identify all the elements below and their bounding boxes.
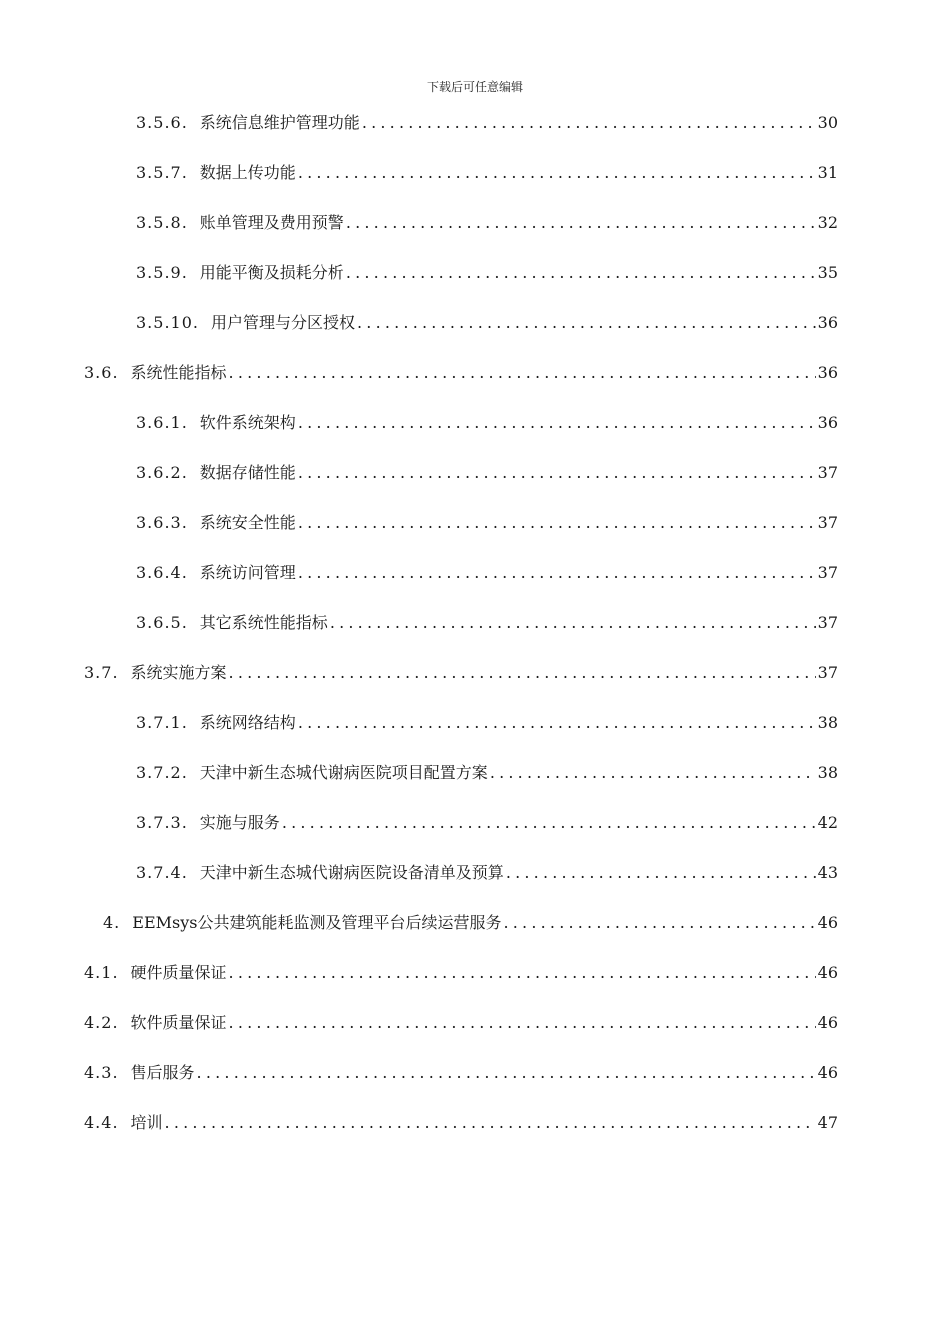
toc-leader-dots [229,1012,816,1034]
toc-entry[interactable] [136,754,838,784]
toc-entry-page: 36 [817,313,838,332]
toc-entry-number: 3.7.1. [136,713,188,732]
toc-leader-dots [282,812,816,834]
toc-entry-title: 其它系统性能指标 [199,613,328,632]
toc-entry-number: 3.5.6. [136,113,188,132]
toc-entry-page: 46 [817,1063,838,1082]
toc-entry-title: 培训 [130,1113,163,1132]
toc-leader-dots [490,762,816,784]
toc-entry-title: 用户管理与分区授权 [210,313,355,332]
toc-entry-title: 系统信息维护管理功能 [199,113,360,132]
toc-entry[interactable] [84,954,838,984]
toc-entry-title: 系统访问管理 [199,563,296,582]
toc-entry-number: 3.6. [84,363,119,382]
toc-entry-page: 43 [817,863,838,882]
toc-entry-page: 38 [817,713,838,732]
toc-entry-number: 3.6.2. [136,463,188,482]
toc-entry-number: 3.5.10. [136,313,199,332]
toc-leader-dots [298,462,816,484]
toc-entry-page: 37 [817,613,838,632]
toc-entry-number: 3.6.5. [136,613,188,632]
toc-leader-dots [346,212,816,234]
toc-entry[interactable] [84,1054,838,1084]
toc-entry[interactable] [136,854,838,884]
toc-entry-title: 数据上传功能 [199,163,296,182]
toc-entry[interactable] [84,354,838,384]
toc-entry-title: 天津中新生态城代谢病医院项目配置方案 [199,763,488,782]
toc-entry-title: 软件质量保证 [130,1013,227,1032]
toc-entry[interactable] [136,254,838,284]
toc-entry-title: EEMsys公共建筑能耗监测及管理平台后续运营服务 [132,913,502,932]
toc-entry[interactable] [136,404,838,434]
toc-entry[interactable] [136,204,838,234]
toc-entry-number: 4. [103,913,121,932]
toc-leader-dots [298,162,816,184]
toc-entry-number: 3.6.3. [136,513,188,532]
toc-entry-number: 3.7.3. [136,813,188,832]
toc-entry-number: 3.5.9. [136,263,188,282]
toc-entry-page: 46 [817,913,838,932]
toc-leader-dots [229,362,816,384]
toc-leader-dots [298,512,816,534]
toc-entry-number: 4.3. [84,1063,119,1082]
toc-entry[interactable] [103,904,838,934]
toc-leader-dots [506,862,816,884]
toc-entry-number: 3.5.7. [136,163,188,182]
toc-entry-page: 37 [817,663,838,682]
toc-entry-page: 42 [817,813,838,832]
toc-leader-dots [165,1112,816,1134]
toc-entry-page: 36 [817,363,838,382]
toc-entry-title: 账单管理及费用预警 [199,213,344,232]
toc-entry-page: 38 [817,763,838,782]
page-header: 下载后可任意编辑 [426,80,523,94]
toc-entry-number: 3.6.1. [136,413,188,432]
toc-entry-title: 售后服务 [130,1063,195,1082]
toc-entry-number: 4.1. [84,963,119,982]
toc-entry[interactable] [136,454,838,484]
toc-entry-number: 3.7.4. [136,863,188,882]
toc-leader-dots [346,262,816,284]
toc-leader-dots [298,562,816,584]
toc-entry-page: 32 [817,213,838,232]
toc-entry-title: 天津中新生态城代谢病医院设备清单及预算 [199,863,504,882]
toc-entry-number: 3.5.8. [136,213,188,232]
toc-leader-dots [298,712,816,734]
toc-entry[interactable] [136,554,838,584]
toc-entry-title: 软件系统架构 [199,413,296,432]
toc-entry-title: 实施与服务 [199,813,280,832]
toc-leader-dots [229,662,816,684]
toc-entry-page: 46 [817,963,838,982]
toc-entry-page: 31 [817,163,838,182]
toc-entry-page: 47 [817,1113,838,1132]
toc-entry-title: 数据存储性能 [199,463,296,482]
toc-entry-page: 30 [817,113,838,132]
toc-leader-dots [197,1062,816,1084]
toc-entry[interactable] [136,154,838,184]
toc-entry[interactable] [84,654,838,684]
toc-entry[interactable] [136,704,838,734]
toc-leader-dots [357,312,816,334]
toc-entry[interactable] [136,304,838,334]
toc-leader-dots [298,412,816,434]
toc-entry-number: 3.7.2. [136,763,188,782]
toc-entry-title: 系统性能指标 [130,363,227,382]
toc-entry[interactable] [84,1004,838,1034]
toc-entry-page: 36 [817,413,838,432]
toc-entry-title: 系统安全性能 [199,513,296,532]
toc-entry-title: 系统实施方案 [130,663,227,682]
toc-entry-title: 用能平衡及损耗分析 [199,263,344,282]
toc-entry-page: 35 [817,263,838,282]
toc-entry[interactable] [136,804,838,834]
toc-leader-dots [229,962,816,984]
toc-entry-title: 系统网络结构 [199,713,296,732]
toc-entry-title: 硬件质量保证 [130,963,227,982]
toc-leader-dots [362,112,816,134]
toc-entry-page: 37 [817,563,838,582]
toc-entry-number: 3.6.4. [136,563,188,582]
toc-entry-number: 4.2. [84,1013,119,1032]
toc-leader-dots [330,612,816,634]
toc-entry-page: 46 [817,1013,838,1032]
toc-entry-number: 3.7. [84,663,119,682]
toc-entry-page: 37 [817,463,838,482]
toc-entry[interactable] [136,104,838,134]
toc-leader-dots [503,912,815,934]
toc-entry[interactable] [136,604,838,634]
toc-entry[interactable] [84,1104,838,1134]
toc-entry[interactable] [136,504,838,534]
toc-entry-number: 4.4. [84,1113,119,1132]
toc-entry-page: 37 [817,513,838,532]
